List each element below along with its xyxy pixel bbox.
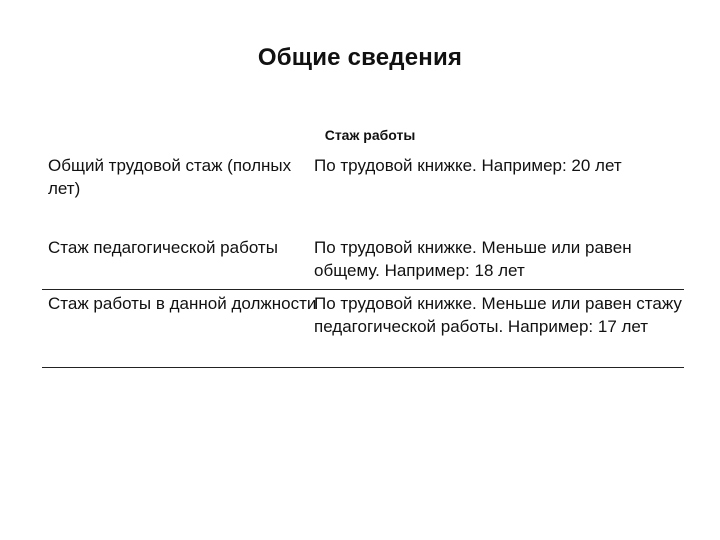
row-label: Общий трудовой стаж (полных лет) (48, 156, 292, 198)
table-row (42, 234, 684, 290)
table-caption: Стаж работы (324, 127, 416, 143)
table-row (42, 290, 684, 368)
slide-title: Общие сведения (257, 44, 463, 71)
table-row (42, 152, 684, 234)
row-label: Стаж работы в данной должности (48, 294, 317, 313)
row-value: По трудовой книжке. Например: 20 лет (314, 156, 622, 175)
row-label: Стаж педагогической работы (48, 238, 278, 257)
row-value: По трудовой книжке. Меньше или равен стажу педагогической работы. Например: 17 лет (314, 294, 682, 336)
row-value: По трудовой книжке. Меньше или равен общему. Например: 18 лет (314, 238, 632, 280)
work-experience-table (42, 152, 684, 368)
